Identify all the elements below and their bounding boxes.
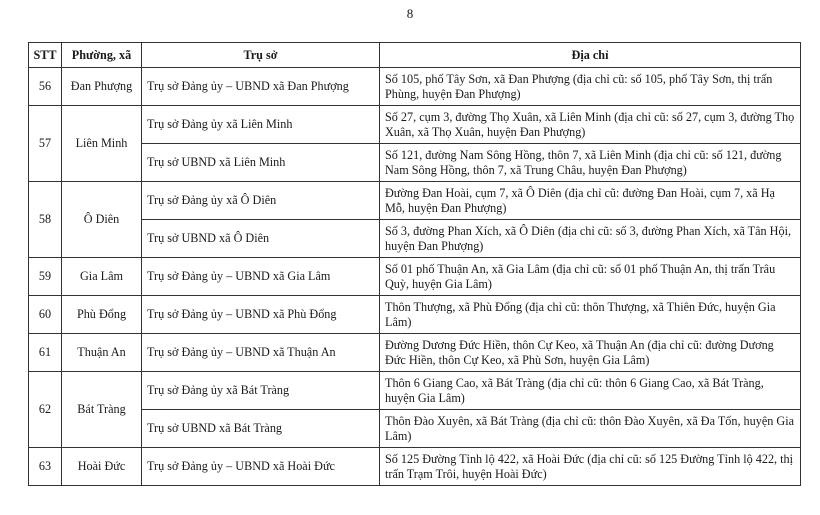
ward-cell: Bát Tràng	[62, 372, 142, 448]
address-cell: Đường Dương Đức Hiền, thôn Cự Keo, xã Thuận An (địa chỉ cũ: đường Dương Đức Hiền, thôn Cự Keo, xã Phù Sơn, huyện Gia Lâm)	[380, 334, 801, 372]
stt-cell: 59	[29, 258, 62, 296]
office-cell: Trụ sở Đảng ủy xã Ô Diên	[142, 182, 380, 220]
office-cell: Trụ sở Đảng ủy – UBND xã Thuận An	[142, 334, 380, 372]
table-body	[29, 68, 801, 486]
table-row	[29, 68, 801, 106]
table-row	[29, 448, 801, 486]
address-cell: Thôn Đào Xuyên, xã Bát Tràng (địa chỉ cũ: thôn Đào Xuyên, xã Đa Tốn, huyện Gia Lâm)	[380, 410, 801, 448]
ward-cell: Đan Phượng	[62, 68, 142, 106]
table-row	[29, 144, 801, 182]
office-cell: Trụ sở Đảng ủy xã Liên Minh	[142, 106, 380, 144]
stt-cell: 58	[29, 182, 62, 258]
header-address: Địa chỉ	[380, 43, 801, 68]
page-number: 8	[406, 6, 414, 21]
office-cell: Trụ sở Đảng ủy – UBND xã Đan Phượng	[142, 68, 380, 106]
office-cell: Trụ sở Đảng ủy – UBND xã Gia Lâm	[142, 258, 380, 296]
table-row	[29, 410, 801, 448]
stt-cell: 60	[29, 296, 62, 334]
ward-cell: Ô Diên	[62, 182, 142, 258]
table-row	[29, 182, 801, 220]
office-address-table	[28, 42, 801, 486]
table-row	[29, 372, 801, 410]
address-cell: Thôn Thượng, xã Phù Đổng (địa chỉ cũ: thôn Thượng, xã Thiên Đức, huyện Gia Lâm)	[380, 296, 801, 334]
table-row	[29, 334, 801, 372]
stt-cell: 62	[29, 372, 62, 448]
table-row	[29, 220, 801, 258]
stt-cell: 63	[29, 448, 62, 486]
office-cell: Trụ sở UBND xã Bát Tràng	[142, 410, 380, 448]
address-cell: Số 105, phố Tây Sơn, xã Đan Phượng (địa chỉ cũ: số 105, phố Tây Sơn, thị trấn Phùng, huyện Đan Phượng)	[380, 68, 801, 106]
table-row	[29, 296, 801, 334]
header-office: Trụ sở	[142, 43, 380, 68]
address-cell: Số 27, cụm 3, đường Thọ Xuân, xã Liên Minh (địa chỉ cũ: số 27, cụm 3, đường Thọ Xuân, xã Thọ Xuân, huyện Đan Phượng)	[380, 106, 801, 144]
header-stt: STT	[29, 43, 62, 68]
ward-cell: Phù Đổng	[62, 296, 142, 334]
office-cell: Trụ sở Đảng ủy – UBND xã Phù Đổng	[142, 296, 380, 334]
header-ward: Phường, xã	[62, 43, 142, 68]
ward-cell: Thuận An	[62, 334, 142, 372]
address-cell: Số 125 Đường Tỉnh lộ 422, xã Hoài Đức (địa chỉ cũ: số 125 Đường Tỉnh lộ 422, thị trấn Trạm Trôi, huyện Hoài Đức)	[380, 448, 801, 486]
ward-cell: Liên Minh	[62, 106, 142, 182]
stt-cell: 57	[29, 106, 62, 182]
address-cell: Số 121, đường Nam Sông Hồng, thôn 7, xã Liên Minh (địa chỉ cũ: số 121, đường Nam Sông Hồng, thôn 7, xã Trung Châu, huyện Đan Phượng)	[380, 144, 801, 182]
table-header-row	[29, 43, 801, 68]
table-row	[29, 258, 801, 296]
ward-cell: Hoài Đức	[62, 448, 142, 486]
office-cell: Trụ sở Đảng ủy – UBND xã Hoài Đức	[142, 448, 380, 486]
stt-cell: 56	[29, 68, 62, 106]
office-cell: Trụ sở UBND xã Liên Minh	[142, 144, 380, 182]
table-row	[29, 106, 801, 144]
office-cell: Trụ sở UBND xã Ô Diên	[142, 220, 380, 258]
address-cell: Số 3, đường Phan Xích, xã Ô Diên (địa chỉ cũ: số 3, đường Phan Xích, xã Tân Hội, huyện Đan Phượng)	[380, 220, 801, 258]
office-cell: Trụ sở Đảng ủy xã Bát Tràng	[142, 372, 380, 410]
address-cell: Thôn 6 Giang Cao, xã Bát Tràng (địa chỉ cũ: thôn 6 Giang Cao, xã Bát Tràng, huyện Gia Lâm)	[380, 372, 801, 410]
ward-cell: Gia Lâm	[62, 258, 142, 296]
address-cell: Số 01 phố Thuận An, xã Gia Lâm (địa chỉ cũ: số 01 phố Thuận An, thị trấn Trâu Quỳ, huyện Gia Lâm)	[380, 258, 801, 296]
address-cell: Đường Đan Hoài, cụm 7, xã Ô Diên (địa chỉ cũ: đường Đan Hoài, cụm 7, xã Hạ Mỗ, huyện Đan Phượng)	[380, 182, 801, 220]
stt-cell: 61	[29, 334, 62, 372]
